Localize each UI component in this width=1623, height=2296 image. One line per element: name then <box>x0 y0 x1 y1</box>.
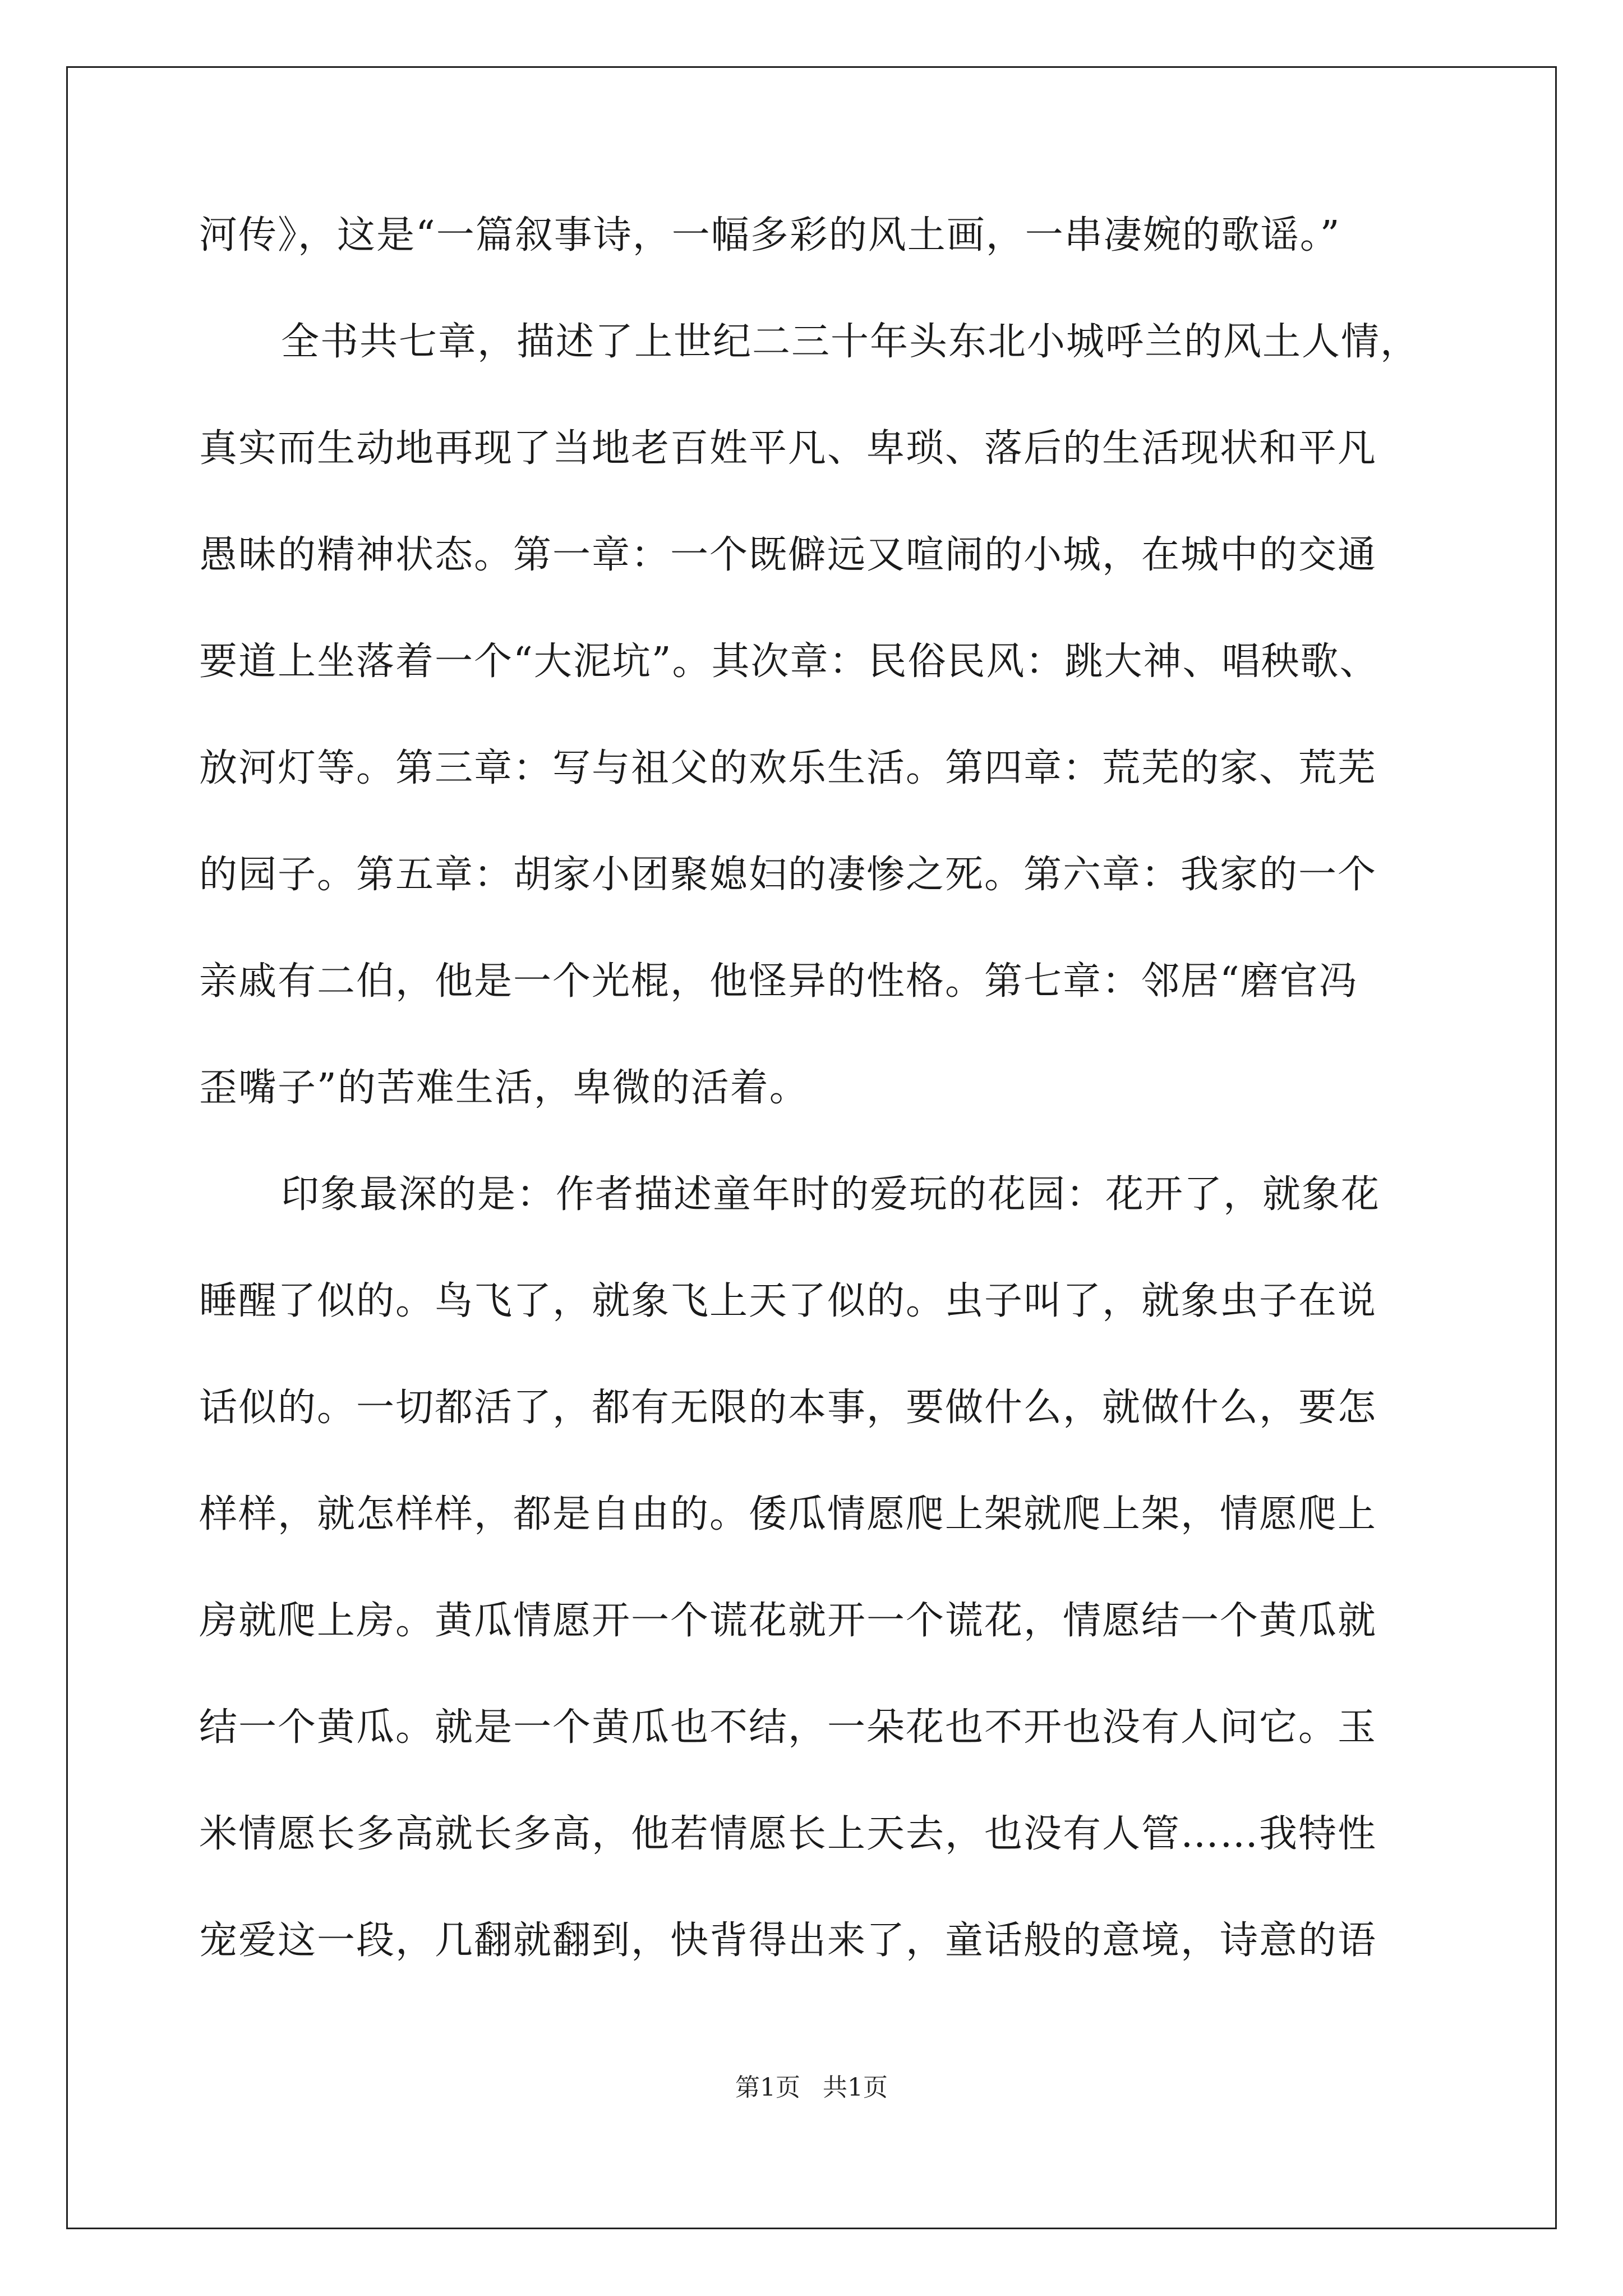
text-line: 房就爬上房。黄瓜情愿开一个谎花就开一个谎花，情愿结一个黄瓜就 <box>199 1599 1377 1643</box>
text-line: 宠爱这一段，几翻就翻到，快背得出来了，童话般的意境，诗意的语 <box>199 1918 1377 1963</box>
text-line: 亲戚有二伯，他是一个光棍，他怪异的性格。第七章：邻居“磨官冯 <box>199 959 1358 1004</box>
page-footer <box>0 2067 1623 2103</box>
page-total: 共1页 <box>823 2073 888 2102</box>
text-line: 放河灯等。第三章：写与祖父的欢乐生活。第四章：荒芜的家、荒芜 <box>199 746 1377 790</box>
text-line: 河传》，这是“一篇叙事诗，一幅多彩的风土画，一串凄婉的歌谣。” <box>199 213 1341 257</box>
text-line: 睡醒了似的。鸟飞了，就象飞上天了似的。虫子叫了，就象虫子在说 <box>199 1279 1377 1323</box>
text-line: 结一个黄瓜。就是一个黄瓜也不结，一朵花也不开也没有人问它。玉 <box>199 1705 1377 1750</box>
text-line: 真实而生动地再现了当地老百姓平凡、卑琐、落后的生活现状和平凡 <box>199 426 1377 471</box>
text-line: 愚昧的精神状态。第一章：一个既僻远又喧闹的小城，在城中的交通 <box>199 533 1377 577</box>
paragraph-start-line: 全书共七章，描述了上世纪二三十年头东北小城呼兰的风土人情， <box>281 320 1420 364</box>
text-line: 话似的。一切都活了，都有无限的本事，要做什么，就做什么，要怎 <box>199 1386 1377 1430</box>
text-line: 要道上坐落着一个“大泥坑”。其次章：民俗民风：跳大神、唱秧歌、 <box>199 639 1379 684</box>
paragraph-start-line: 印象最深的是：作者描述童年时的爱玩的花园：花开了，就象花 <box>281 1172 1381 1217</box>
text-line: 的园子。第五章：胡家小团聚媳妇的凄惨之死。第六章：我家的一个 <box>199 853 1377 897</box>
document-body <box>199 182 1433 1994</box>
text-line: 样样，就怎样样，都是自由的。倭瓜情愿爬上架就爬上架，情愿爬上 <box>199 1492 1377 1536</box>
page-number: 第1页 <box>735 2073 800 2102</box>
text-line: 歪嘴子”的苦难生活，卑微的活着。 <box>199 1066 809 1110</box>
text-line: 米情愿长多高就长多高，他若情愿长上天去，也没有人管……我特性 <box>199 1812 1377 1856</box>
